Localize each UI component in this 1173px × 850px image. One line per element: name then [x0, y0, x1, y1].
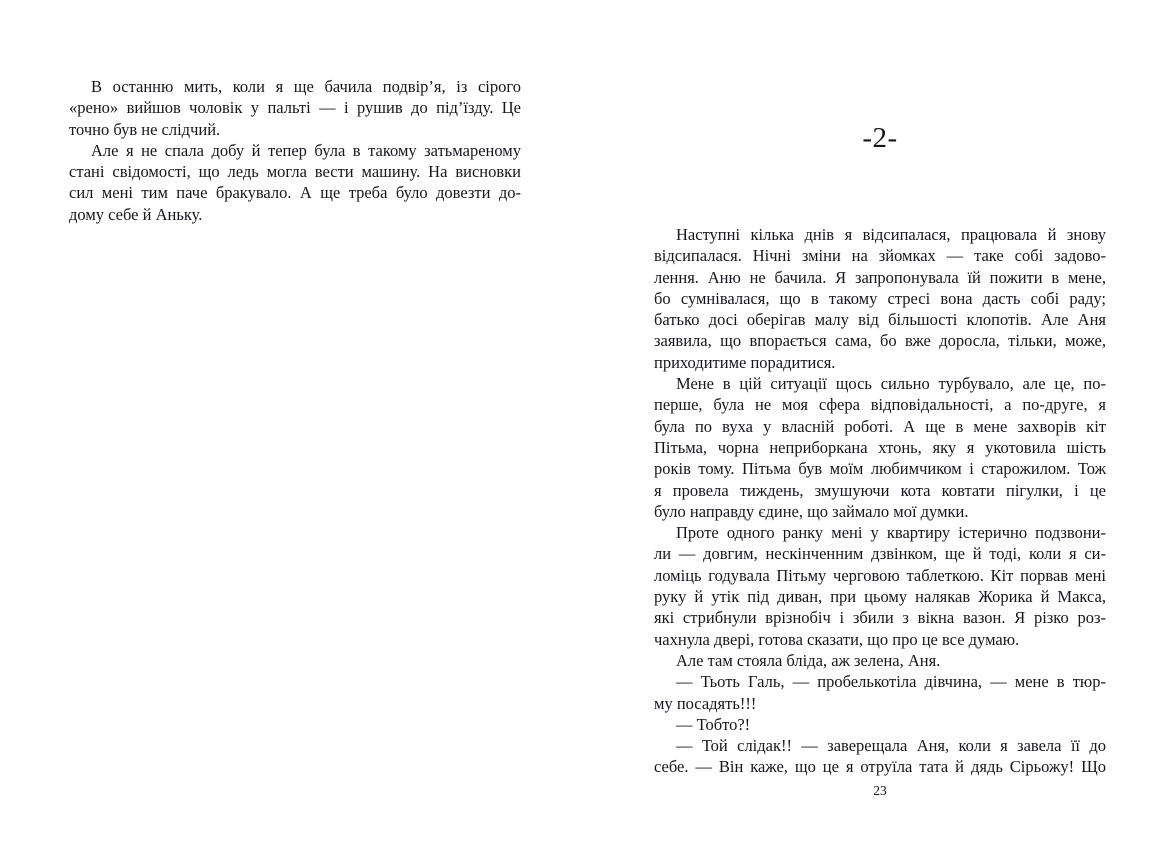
paragraph: [69, 140, 521, 225]
page-number: 23: [873, 783, 887, 798]
text-line: стані свідомості, що ледь могла вести машину. На висновки: [69, 162, 521, 182]
text-line: — Тобто?!: [676, 714, 751, 734]
text-line: ломіць годувала Пітьму черговою таблеткою. Кіт порвав мені: [654, 565, 1106, 585]
text-line: років тому. Пітьма був моїм любимчиком і старожилом. Тож: [654, 459, 1106, 479]
text-line: сил мені тим паче бракувало. А ще треба було довезти до-: [69, 183, 521, 203]
text-line: дому себе й Аньку.: [69, 204, 203, 224]
text-line: лення. Аню не бачила. Я запропонувала їй пожити в мене,: [654, 267, 1106, 287]
text-line: Мене в цій ситуації щось сильно турбувало, але це, по-: [676, 374, 1106, 394]
text-line: Але я не спала добу й тепер була в такому затьмареному: [91, 140, 521, 160]
text-line: В останню мить, коли я ще бачила подвір’я, із сірого: [91, 77, 521, 96]
text-line: було направду єдине, що займало мої думки.: [654, 501, 969, 521]
text-line: руку й утік під диван, при цьому налякав Жорика й Макса,: [654, 587, 1106, 607]
paragraph: [654, 650, 1106, 671]
left-page-text: [69, 76, 521, 225]
text-line: себе. — Він каже, що це я отруїла тата й дядь Сірьожу! Що: [654, 757, 1106, 777]
text-line: батько досі оберігав малу від більшості клопотів. Але Аня: [654, 310, 1106, 330]
paragraph: [654, 373, 1106, 522]
text-line: перше, була не моя сфера відповідальності, а по-друге, я: [654, 395, 1106, 415]
text-line: му посадять!!!: [654, 693, 757, 713]
text-line: Пітьма, чорна неприборкана хтонь, яку я укотовила шість: [654, 437, 1106, 457]
paragraph: [654, 522, 1106, 650]
text-line: я провела тиждень, змушуючи кота ковтати пігулки, і це: [654, 480, 1106, 500]
paragraph: [654, 224, 1106, 373]
text-line: чахнула двері, готова сказати, що про це все думаю.: [654, 629, 1020, 649]
text-line: бо сумнівалася, що в такому стресі вона дасть собі раду;: [654, 288, 1106, 308]
right-page-text: [654, 224, 1106, 778]
text-line: — Тьоть Галь, — пробелькотіла дівчина, — мене в тюр-: [676, 672, 1106, 692]
paragraph: [654, 671, 1106, 714]
right-page: [587, 0, 1173, 850]
text-line: «рено» вийшов чоловік у пальті — і рушив до під’їзду. Це: [69, 98, 521, 118]
left-page: [0, 0, 586, 850]
text-line: Наступні кілька днів я відсипалася, працювала й знову: [676, 225, 1106, 244]
text-line: — Той слідак!! — заверещала Аня, коли я завела її до: [676, 736, 1106, 756]
text-line: заявила, що впорається сама, бо вже доросла, тільки, може,: [654, 331, 1106, 351]
text-line: була по вуха у власній роботі. А ще в мене захворів кіт: [654, 416, 1106, 436]
text-line: ли — довгим, нескінченним дзвінком, ще й тоді, коли я си-: [654, 544, 1106, 564]
chapter-heading: -2-: [862, 122, 898, 154]
paragraph: [69, 76, 521, 140]
text-line: приходитиме порадитися.: [654, 352, 836, 372]
text-line: відсипалася. Нічні зміни на зйомках — таке собі задово-: [654, 246, 1106, 266]
paragraph: [654, 714, 1106, 735]
text-line: Але там стояла бліда, аж зелена, Аня.: [676, 650, 941, 670]
text-line: точно був не слідчий.: [69, 119, 221, 139]
text-line: Проте одного ранку мені у квартиру істерично подзвони-: [676, 523, 1106, 543]
paragraph: [654, 735, 1106, 778]
text-line: які стрибнули врізнобіч і збили з вікна вазон. Я різко роз-: [654, 608, 1106, 628]
